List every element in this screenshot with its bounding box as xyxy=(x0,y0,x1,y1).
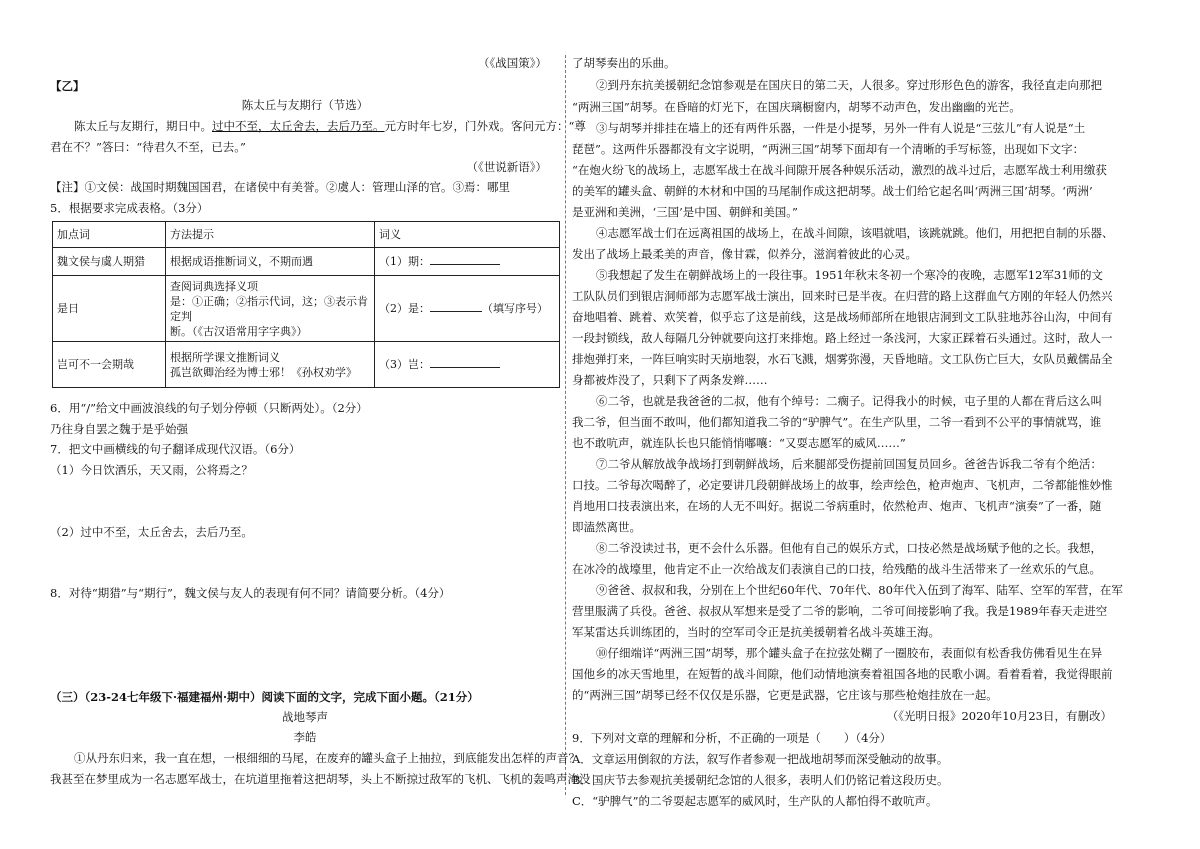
essay-line: ②到丹东抗美援朝纪念馆参观是在国庆日的第二天，人很多。穿过形形色色的游客，我径直走向那把 xyxy=(596,78,1102,92)
question-9-option-c: C．“驴脾气”的二爷耍起志愿军的威风时，生产队的人都怕得不敢吭声。 xyxy=(572,794,938,808)
underlined-sentence: 过中不至，太丘舍去，去后乃至。 xyxy=(212,119,385,133)
table-cell: 魏文侯与虞人期猎 xyxy=(53,248,166,276)
question-9-option-b: B．国庆节去参观抗美援朝纪念馆的人很多，表明人们仍铭记着这段历史。 xyxy=(572,773,949,787)
essay-line: 身都被炸没了，只剩下了两条发辫…… xyxy=(572,373,768,387)
essay-line: 也不敢吭声，就连队长也只能悄悄嘟嚷：“又耍志愿军的威风……” xyxy=(572,436,906,450)
essay-author: 李皓 xyxy=(293,730,317,744)
essay-line: 是亚洲和美洲，‘三国’是中国、朝鲜和美国。” xyxy=(572,205,798,219)
column-divider xyxy=(565,55,566,795)
essay-line: ⑩仔细端详“两洲三国”胡琴，那个罐头盒子在拉弦处糊了一圈胶布，表面似有松香我仿佛看见生在异 xyxy=(596,646,1103,660)
essay-line: ⑤我想起了发生在朝鲜战场上的一段往事。1951年秋末冬初一个寒冷的夜晚，志愿军12军31师的文 xyxy=(596,268,1104,282)
table-cell: （1）期： xyxy=(375,248,560,276)
essay-line: 肖地用口技表演出来，在场的人无不叫好。据说二爷病重时，依然枪声、炮声、飞机声“演奏”了一番，随 xyxy=(572,499,1102,513)
essay-line: ④志愿军战士们在远离祖国的战场上，在战斗间隙，该唱就唱，该跳就跳。他们，用把把自制的乐器、 xyxy=(596,226,1114,240)
table-cell: 是日 xyxy=(53,276,166,342)
vocab-table xyxy=(52,221,560,388)
essay-line: 的美军的罐头盒、朝鲜的木材和中国的马尾制作成这把胡琴。战士们给它起名叫‘两洲三国’胡琴。‘两洲’ xyxy=(572,184,1093,198)
source-zhanguoce: （《战国策》） xyxy=(478,56,547,70)
essay-line: “在炮火纷飞的战场上，志愿军战士在战斗间隙开展各种娱乐活动，激烈的战斗过后，志愿军战士利用缴获 xyxy=(572,163,1107,177)
essay-line: 了胡琴奏出的乐曲。 xyxy=(572,56,676,70)
essay-paragraph-1-line2: 我甚至在梦里成为一名志愿军战士，在坑道里拖着这把胡琴，头上不断掠过敌军的飞机、飞机的轰鸣声淹没 xyxy=(50,772,591,786)
question-8: 8．对待“期猎”与“期行”，魏文侯与友人的表现有何不同？请简要分析。（4分） xyxy=(50,586,451,600)
question-5: 5．根据要求完成表格。（3分） xyxy=(50,201,209,215)
yi-title: 陈太丘与友期行（节选） xyxy=(241,98,369,112)
table-header: 加点词 xyxy=(53,222,166,248)
table-header: 方法提示 xyxy=(166,222,375,248)
essay-source: （《光明日报》2020年10月23日，有删改） xyxy=(886,709,1112,723)
essay-line: 在冰冷的战壕里，他肯定不止一次给战友们表演自己的口技，给残酷的战斗生活带来了一丝欢乐的气息。 xyxy=(572,562,1101,576)
table-cell: （3）岂： xyxy=(375,342,560,388)
table-cell: 根据成语推断词义，不期而遇 xyxy=(166,248,375,276)
table-cell: （2）是： （填写序号） xyxy=(375,276,560,342)
part-3-heading: （三）（23-24七年级下·福建福州·期中）阅读下面的文字，完成下面小题。（21分） xyxy=(50,690,479,704)
essay-title: 战地琴声 xyxy=(282,710,328,724)
essay-line: “两洲三国”胡琴。在昏暗的灯光下，在国庆璃橱窗内，胡琴不动声色，发出幽幽的光芒。 xyxy=(572,100,1021,114)
essay-line: ⑨爸爸、叔叔和我，分别在上个世纪60年代、70年代、80年代入伍到了海军、陆军、空军的军营，在军 xyxy=(596,583,1123,597)
table-header: 词义 xyxy=(375,222,560,248)
answer-blank[interactable] xyxy=(430,301,482,312)
question-7-1: （1）今日饮酒乐，天又雨，公将焉之？ xyxy=(50,463,253,477)
essay-line: 琵琶”。这两件乐器都没有文字说明，“两洲三国”胡琴下面却有一个清晰的手写标签，出现如下文字： xyxy=(572,142,1085,156)
essay-line: 营里服满了兵役。爸爸、叔叔从军想来是受了二爷的影响，二爷可间接影响了我。我是1989年春天走进空 xyxy=(572,604,1108,618)
essay-line: 奋地唱着、跳着、欢笑着，似乎忘了这是前线，这是战场师部所在地银店洞到文工队驻地苏谷山沟，中间有 xyxy=(572,310,1113,324)
essay-line: 国他乡的冰天雪地里，在短暂的战斗间隙，他们动情地演奏着祖国各地的民歌小调。看着看着，我觉得眼前 xyxy=(572,667,1113,681)
answer-blank[interactable] xyxy=(430,357,500,368)
essay-line: 工队队员们到银店洞师部为志愿军战士演出，回来时已是半夜。在归营的路上这群血气方刚的年轻人仍然兴 xyxy=(572,289,1113,303)
essay-paragraph-1-line1: ①从丹东归来，我一直在想，一根细细的马尾，在废弃的罐头盒子上抽拉，到底能发出怎样的声音？ xyxy=(74,751,580,765)
essay-line: 一段封锁线，敌人每隔几分钟就要向这打来排炮。路上经过一条浅河，大家正踩着石头通过。这时，敌人一 xyxy=(572,331,1113,345)
question-9-option-a: A．文章运用倒叙的方法，叙写作者参观一把战地胡琴而深受触动的故事。 xyxy=(572,752,949,766)
yi-paragraph-line1: 陈太丘与友期行，期日中。过中不至，太丘舍去，去后乃至。元方时年七岁，门外戏。客问元方：“尊 xyxy=(74,119,586,133)
question-7: 7．把文中画横线的句子翻译成现代汉语。（6分） xyxy=(50,442,301,456)
essay-line: ⑧二爷没读过书，更不会什么乐器。但他有自己的娱乐方式，口技必然是战场赋予他的之长。我想， xyxy=(596,541,1102,555)
footnote: 【注】①文侯：战国时期魏国国君，在诸侯中有美誉。②虞人：管理山泽的官。③焉：哪里 xyxy=(50,180,510,194)
yi-paragraph-line2: 君在不？”答曰：“待君久不至，已去。” xyxy=(50,140,246,154)
essay-line: 排炮弹打来，一阵巨响实时天崩地裂，水石飞溅，烟雾弥漫，天昏地暗。文工队伤亡巨大，女队员戴儒品全 xyxy=(572,352,1113,366)
essay-line: ③与胡琴并排挂在墙上的还有两件乐器，一件是小提琴，另外一件有人说是“三弦儿”有人说是“土 xyxy=(596,121,1086,135)
source-shishuoxinyu: （《世说新语》） xyxy=(466,160,547,174)
essay-line: 口技。二爷每次喝醉了，必定要讲几段朝鲜战场上的故事，绘声绘色，枪声炮声、飞机声，二爷都能惟妙惟 xyxy=(572,478,1113,492)
table-cell: 根据所学课文推断词义 孤岂欲卿治经为博士邪！《孙权劝学》 xyxy=(166,342,375,388)
section-yi-label: 【乙】 xyxy=(50,79,85,93)
essay-line: 的“两洲三国”胡琴已经不仅仅是乐器，它更是武器，它庄该与那些枪炮挂放在一起。 xyxy=(572,688,998,702)
essay-line: 即溘然离世。 xyxy=(572,520,641,534)
essay-line: 军某雷达兵训练团的，当时的空军司令正是抗美援朝着名战斗英雄王海。 xyxy=(572,625,940,639)
question-7-2: （2）过中不至，太丘舍去，去后乃至。 xyxy=(50,525,253,539)
answer-blank[interactable] xyxy=(430,254,500,265)
table-cell: 查阅词典选择义项 是：①正确；②指示代词，这；③表示肯定判 断。（《古汉语常用字字典》） xyxy=(166,276,375,342)
essay-line: ⑦二爷从解放战争战场打到朝鲜战场，后来腿部受伤提前回国复员回乡。爸爸告诉我二爷有个绝活： xyxy=(596,457,1102,471)
question-9: 9．下列对文章的理解和分析，不正确的一项是（ ）（4分） xyxy=(572,731,892,745)
essay-line: 我二爷，但当面不敢叫，他们都知道我二爷的“驴脾气”。在生产队里，二爷一看到不公平的事情就骂，谁 xyxy=(572,415,1102,429)
essay-line: 发出了战场上最柔美的声音，像甘霖，似养分，滋润着彼此的心灵。 xyxy=(572,247,917,261)
table-cell: 岂可不一会期哉 xyxy=(53,342,166,388)
essay-line: ⑥二爷，也就是我爸爸的二叔，他有个绰号：二瘸子。记得我小的时候，屯子里的人都在背后这么叫 xyxy=(596,394,1102,408)
question-6: 6．用“/”给文中画波浪线的句子划分停顿（只断两处）。（2分） xyxy=(50,401,368,415)
question-6-sentence: 乃往身自罢之魏于是乎始强 xyxy=(50,422,188,436)
